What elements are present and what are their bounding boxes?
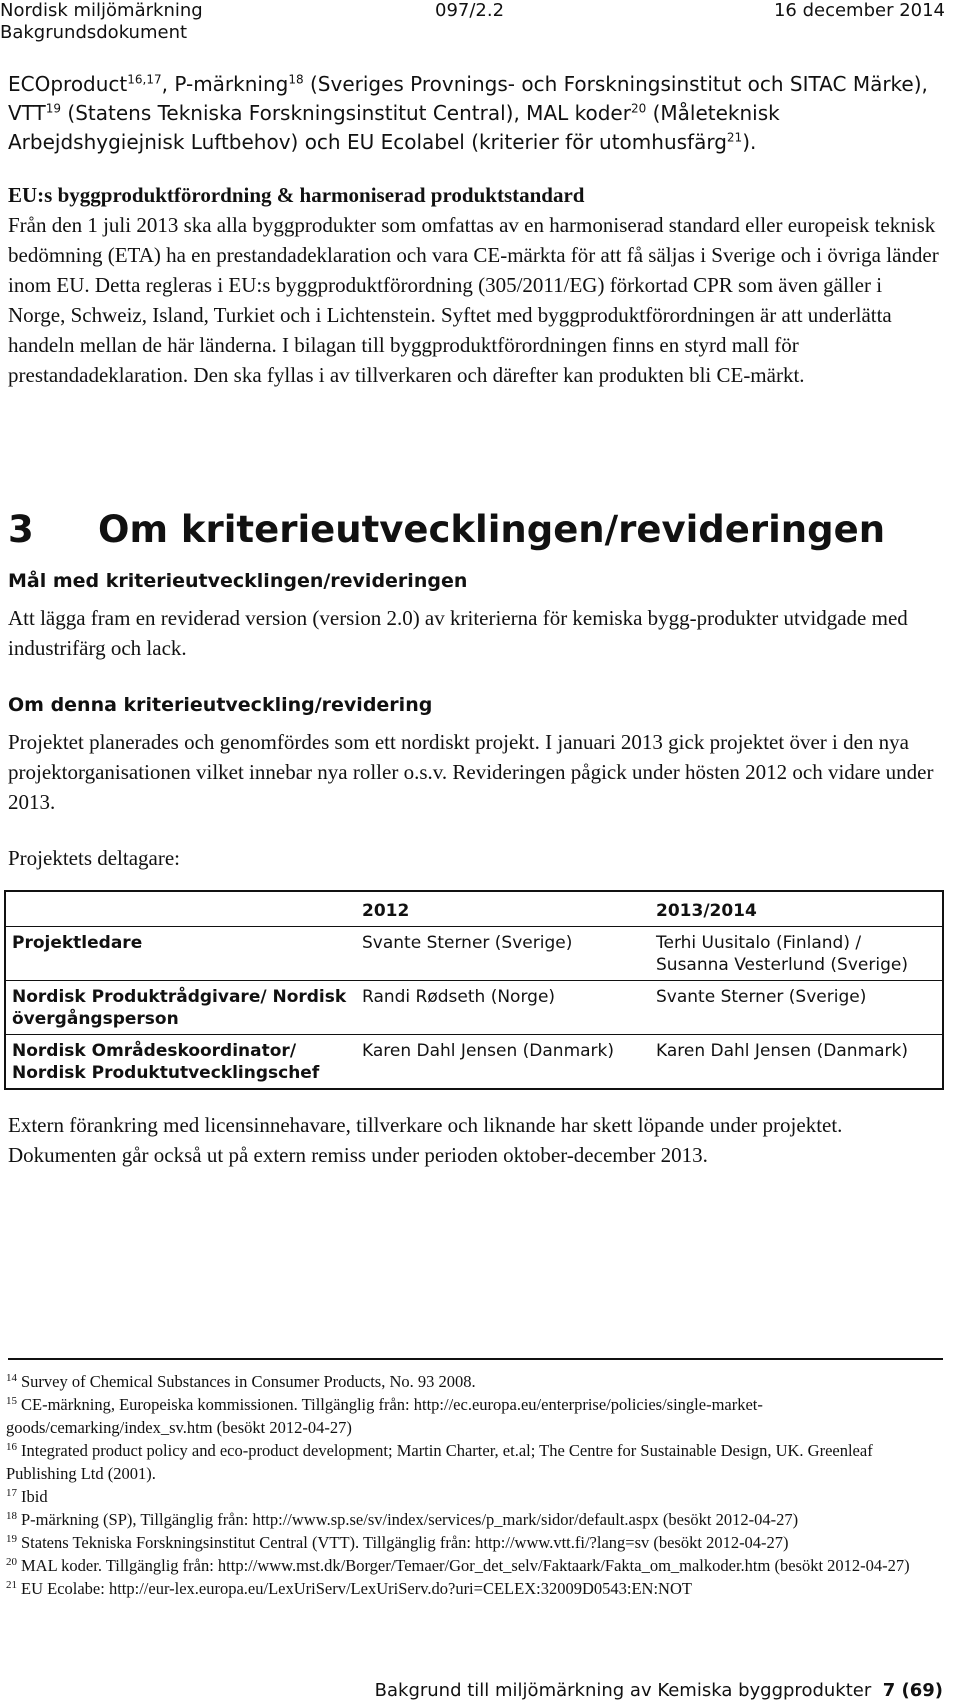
cpr-section [8, 180, 943, 390]
table-cell: Svante Sterner (Sverige) [362, 933, 573, 953]
footnote: $^{16}$ Integrated product policy and eco-product development; Martin Charter, et.al; The Centre for Sustainable Design, UK. Greenleaf Publishing Ltd (2001). [6, 1440, 873, 1483]
table-row [5, 981, 943, 1035]
footnote-ref: 21 [726, 130, 743, 145]
header-title: Nordisk miljömärkning [0, 0, 203, 21]
section-title: Om kriterieutvecklingen/revideringen [98, 508, 886, 551]
footnote: $^{20}$ MAL koder. Tillgänglig från: http://www.mst.dk/Borger/Temaer/Gor_det_selv/Faktaark/Fakta_om_malkoder.htm (besökt 2012-04-27) [6, 1555, 910, 1575]
table-cell: Terhi Uusitalo (Finland) / Susanna Vesterlund (Sverige) [650, 927, 943, 981]
footnote: $^{14}$ Survey of Chemical Substances in Consumer Products, No. 93 2008. [6, 1371, 476, 1391]
header-doc-number: 097/2.2 [435, 0, 505, 21]
table-cell: Karen Dahl Jensen (Danmark) [356, 1035, 650, 1090]
table-header-cell: 2012 [356, 891, 650, 927]
page-header [0, 0, 945, 44]
table-header-row [5, 891, 943, 927]
table-cell: Svante Sterner (Sverige) [650, 981, 943, 1035]
footnote-ref: 18 [288, 72, 304, 87]
page-number: 7 (69) [882, 1680, 943, 1701]
header-subtitle: Bakgrundsdokument [0, 22, 188, 43]
table-header-cell: 2013/2014 [650, 891, 943, 927]
participants-label: Projektets deltagare: [8, 846, 181, 870]
footer-text: Bakgrund till miljömärkning av Kemiska byggprodukter [374, 1680, 872, 1701]
goal-text: Att lägga fram en reviderad version (version 2.0) av kriterierna för kemiska bygg-produkter utvidgade med industrifärg och lack. [8, 606, 908, 660]
subsection-heading-about: Om denna kriterieutveckling/revidering [8, 694, 433, 716]
footnote-ref: 16,17 [127, 72, 162, 87]
table-cell: Karen Dahl Jensen (Danmark) [650, 1035, 943, 1090]
intro-paragraph: ECOproduct$^{16,17}$, P-märkning$^{18}$ (Sveriges Provnings- och Forskningsinstitut och SITAC Märke), VTT$^{19}$ (Statens Tekniska Forskningsinstitut Central), MAL koder$^{20}$ (Måleteknisk Arbejdshygiejnisk Luftbehov) och EU Ecolabel (kriterier för utomhusfärg$^{21}$). [8, 72, 928, 154]
page-footer [375, 1680, 943, 1702]
table-row [5, 1035, 943, 1090]
footnote: $^{19}$ Statens Tekniska Forskningsinstitut Central (VTT). Tillgänglig från: http://www.vtt.fi/?lang=sv (besökt 2012-04-27) [6, 1532, 789, 1552]
table-cell-role: Projektledare [5, 927, 356, 981]
external-paragraph: Extern förankring med licensinnehavare, tillverkare och liknande har skett löpande under projektet. Dokumenten går också ut på extern remiss under perioden oktober-december 2013. [8, 1113, 843, 1167]
section-number: 3 [8, 508, 34, 551]
footnote: $^{15}$ CE-märkning, Europeiska kommissionen. Tillgänglig från: http://ec.europa.eu/enterprise/policies/single-market-goods/cemarking/index_sv.htm (besökt 2012-04-27) [6, 1394, 763, 1437]
table-cell: Randi Rødseth (Norge) [356, 981, 650, 1035]
footnote: $^{17}$ Ibid [6, 1486, 48, 1506]
footnotes [6, 1370, 936, 1600]
footnote: $^{21}$ EU Ecolabe: http://eur-lex.europa.eu/LexUriServ/LexUriServ.do?uri=CELEX:32009D0543:EN:NOT [6, 1578, 692, 1598]
section-heading [8, 508, 885, 552]
cpr-text: Från den 1 juli 2013 ska alla byggprodukter som omfattas av en harmoniserad standard eller europeisk teknisk bedömning (ETA) ha en prestandadeklaration och vara CE-märkta för att få säljas i Sverige och i övriga länder inom EU. Detta regleras i EU:s byggproduktförordning (305/2011/EG) förkortad CPR som även gäller i Norge, Schweiz, Island, Turkiet och i Lichtenstein. Syftet med byggproduktförordningen är att underlätta handeln mellan de här länderna. I bilagan till byggproduktförordningen finns en styrd mall för prestandadeklaration. Den ska fyllas i av tillverkaren och därefter kan produkten bli CE-märkt. [8, 213, 939, 387]
footnote-divider [8, 1358, 943, 1360]
footnote-ref: 20 [630, 101, 647, 116]
table-row [5, 927, 943, 981]
subsection-heading-goal: Mål med kriterieutvecklingen/revideringen [8, 570, 468, 592]
footnote-ref: 19 [45, 101, 62, 116]
table-header-cell [5, 891, 356, 927]
table-cell-role: Nordisk Produktrådgivare/ Nordisk övergångsperson [5, 981, 356, 1035]
header-date: 16 december 2014 [773, 0, 945, 21]
about-text: Projektet planerades och genomfördes som ett nordiskt projekt. I januari 2013 gick projektet över i den nya projektorganisationen vilket innebar nya roller o.s.v. Revideringen pågick under hösten 2012 och vidare under 2013. [8, 730, 934, 814]
participants-table [4, 890, 944, 1090]
cpr-heading: EU:s byggproduktförordning & harmoniserad produktstandard [8, 183, 585, 207]
table-cell-role: Nordisk Områdeskoordinator/ Nordisk Produktutvecklingschef [5, 1035, 356, 1090]
footnote: $^{18}$ P-märkning (SP), Tillgänglig från: http://www.sp.se/sv/index/services/p_mark/sidor/default.aspx (besökt 2012-04-27) [6, 1509, 799, 1529]
